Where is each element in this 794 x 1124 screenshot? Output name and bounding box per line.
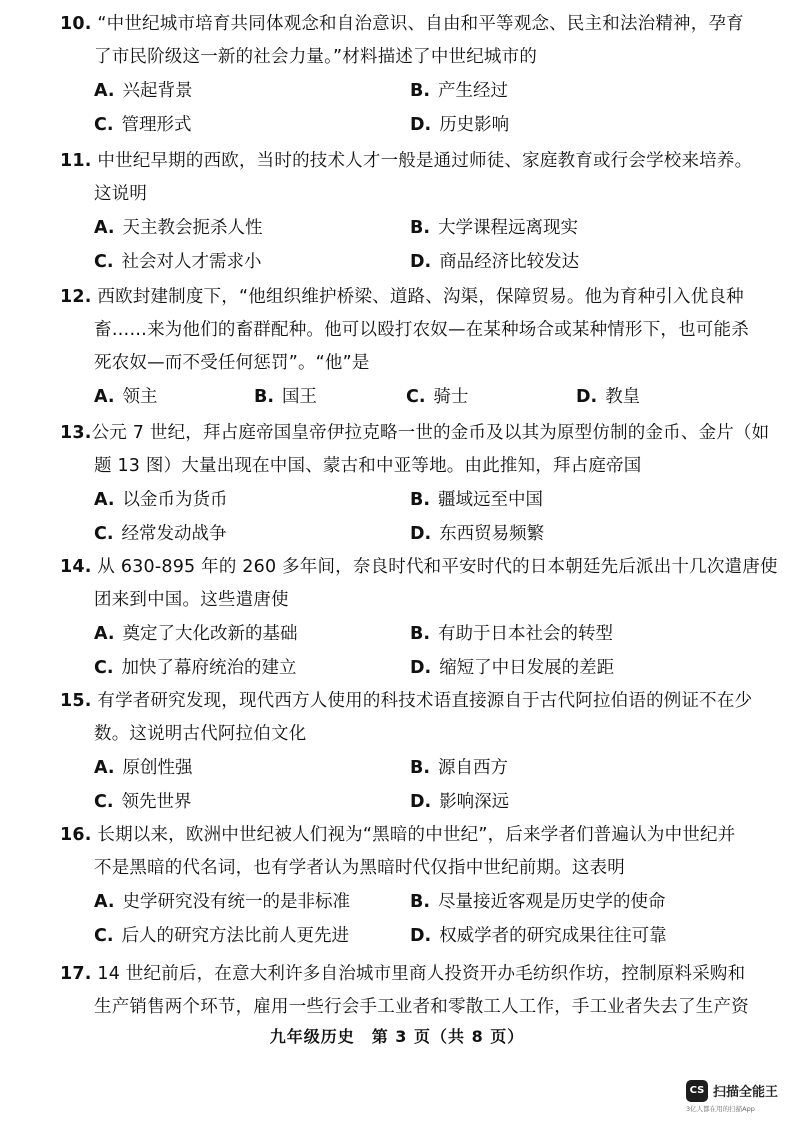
options-row [60,74,732,108]
question-line: 题 13 图）大量出现在中国、蒙古和中亚等地。由此推知，拜占庭帝国 [94,456,642,476]
question-15 [60,685,753,819]
question-line: 16. 长期以来，欧洲中世纪被人们视为“黑暗的中世纪”，后来学者们普遍认为中世纪并 [60,825,736,845]
option-b[interactable]: B. 大学课程远离现实 [410,218,578,238]
question-10 [60,8,744,142]
option-b[interactable]: B. 尽量接近客观是历史学的使命 [410,892,666,912]
question-number: 17. [60,964,92,984]
scanner-watermark [686,1080,786,1114]
options-row [60,885,732,919]
option-c[interactable]: C. 加快了幕府统治的建立 [94,658,297,678]
question-14 [60,551,778,685]
option-c[interactable]: C. 社会对人才需求小 [94,252,262,272]
option-b[interactable]: B. 产生经过 [410,81,508,101]
option-b[interactable]: B. 疆域远至中国 [410,490,543,510]
question-line: 13.公元 7 世纪，拜占庭帝国皇帝伊拉克略一世的金币及以其为原型仿制的金币、金片（如 [60,423,770,443]
option-c[interactable]: C. 管理形式 [94,115,192,135]
question-line: 11. 中世纪早期的西欧，当时的技术人才一般是通过师徒、家庭教育或行会学校来培养。 [60,151,753,171]
question-number: 16. [60,825,92,845]
question-line: 14. 从 630-895 年的 260 多年间，奈良时代和平安时代的日本朝廷先后派出十几次遣唐使 [60,557,778,577]
camscanner-logo-icon: CS [686,1080,708,1102]
options-row [60,751,732,785]
options-row [60,785,732,819]
question-11 [60,145,753,279]
question-16 [60,819,736,953]
question-line: 12. 西欧封建制度下，“他组织维护桥梁、道路、沟渠，保障贸易。他为育种引入优良种 [60,287,744,307]
option-d[interactable]: D. 影响深远 [410,792,510,812]
option-a[interactable]: A. 奠定了大化改新的基础 [94,624,298,644]
option-c[interactable]: C. 骑士 [406,387,469,407]
option-c[interactable]: C. 后人的研究方法比前人更先进 [94,926,349,946]
option-c[interactable]: C. 领先世界 [94,792,192,812]
options-row [60,483,732,517]
page-footer: 九年级历史 第 3 页（共 8 页） [269,1027,525,1046]
question-number: 11. [60,151,92,171]
question-line: 不是黑暗的代名词，也有学者认为黑暗时代仅指中世纪前期。这表明 [94,858,625,878]
question-12 [60,281,749,414]
question-number: 12. [60,287,92,307]
option-c[interactable]: C. 经常发动战争 [94,524,227,544]
option-d[interactable]: D. 教皇 [576,387,641,407]
options-row [60,617,732,651]
options-row [60,517,732,551]
question-number: 14. [60,557,92,577]
options-row [60,651,732,685]
question-13 [60,417,770,551]
question-line: 10. “中世纪城市培育共同体观念和自治意识、自由和平等观念、民主和法治精神，孕育 [60,14,744,34]
question-number: 10. [60,14,92,34]
question-line: 数。这说明古代阿拉伯文化 [94,724,307,744]
option-a[interactable]: A. 兴起背景 [94,81,193,101]
options-row [60,211,732,245]
question-line: 这说明 [94,184,148,204]
option-a[interactable]: A. 原创性强 [94,758,193,778]
options-row [60,380,732,414]
question-line: 团来到中国。这些遣唐使 [94,590,289,610]
watermark-subtitle: 3亿人都在用的扫描App [686,1105,755,1113]
option-d[interactable]: D. 历史影响 [410,115,510,135]
question-line: 死农奴—而不受任何惩罚”。“他”是 [94,353,370,373]
question-line: 畜……来为他们的畜群配种。他可以殴打农奴—在某种场合或某种情形下，也可能杀 [94,320,749,340]
option-d[interactable]: D. 缩短了中日发展的差距 [410,658,615,678]
option-a[interactable]: A. 史学研究没有统一的是非标准 [94,892,351,912]
option-a[interactable]: A. 领主 [94,387,158,407]
option-b[interactable]: B. 国王 [254,387,317,407]
option-b[interactable]: B. 源自西方 [410,758,508,778]
question-line: 了市民阶级这一新的社会力量。”材料描述了中世纪城市的 [94,47,538,67]
options-row [60,919,732,953]
option-d[interactable]: D. 东西贸易频繁 [410,524,545,544]
option-b[interactable]: B. 有助于日本社会的转型 [410,624,613,644]
options-row [60,108,732,142]
question-number: 13. [60,423,92,443]
options-row [60,245,732,279]
question-17 [60,958,749,1024]
option-a[interactable]: A. 天主教会扼杀人性 [94,218,263,238]
question-number: 15. [60,691,92,711]
watermark-title: 扫描全能王 [713,1085,779,1100]
question-line: 17. 14 世纪前后，在意大利许多自治城市里商人投资开办毛纺织作坊，控制原料采购和 [60,964,746,984]
option-d[interactable]: D. 商品经济比较发达 [410,252,580,272]
question-line: 15. 有学者研究发现，现代西方人使用的科技术语直接源自于古代阿拉伯语的例证不在少 [60,691,753,711]
option-a[interactable]: A. 以金币为货币 [94,490,228,510]
question-line: 生产销售两个环节，雇用一些行会手工业者和零散工人工作，手工业者失去了生产资 [94,997,749,1017]
option-d[interactable]: D. 权威学者的研究成果往往可靠 [410,926,667,946]
